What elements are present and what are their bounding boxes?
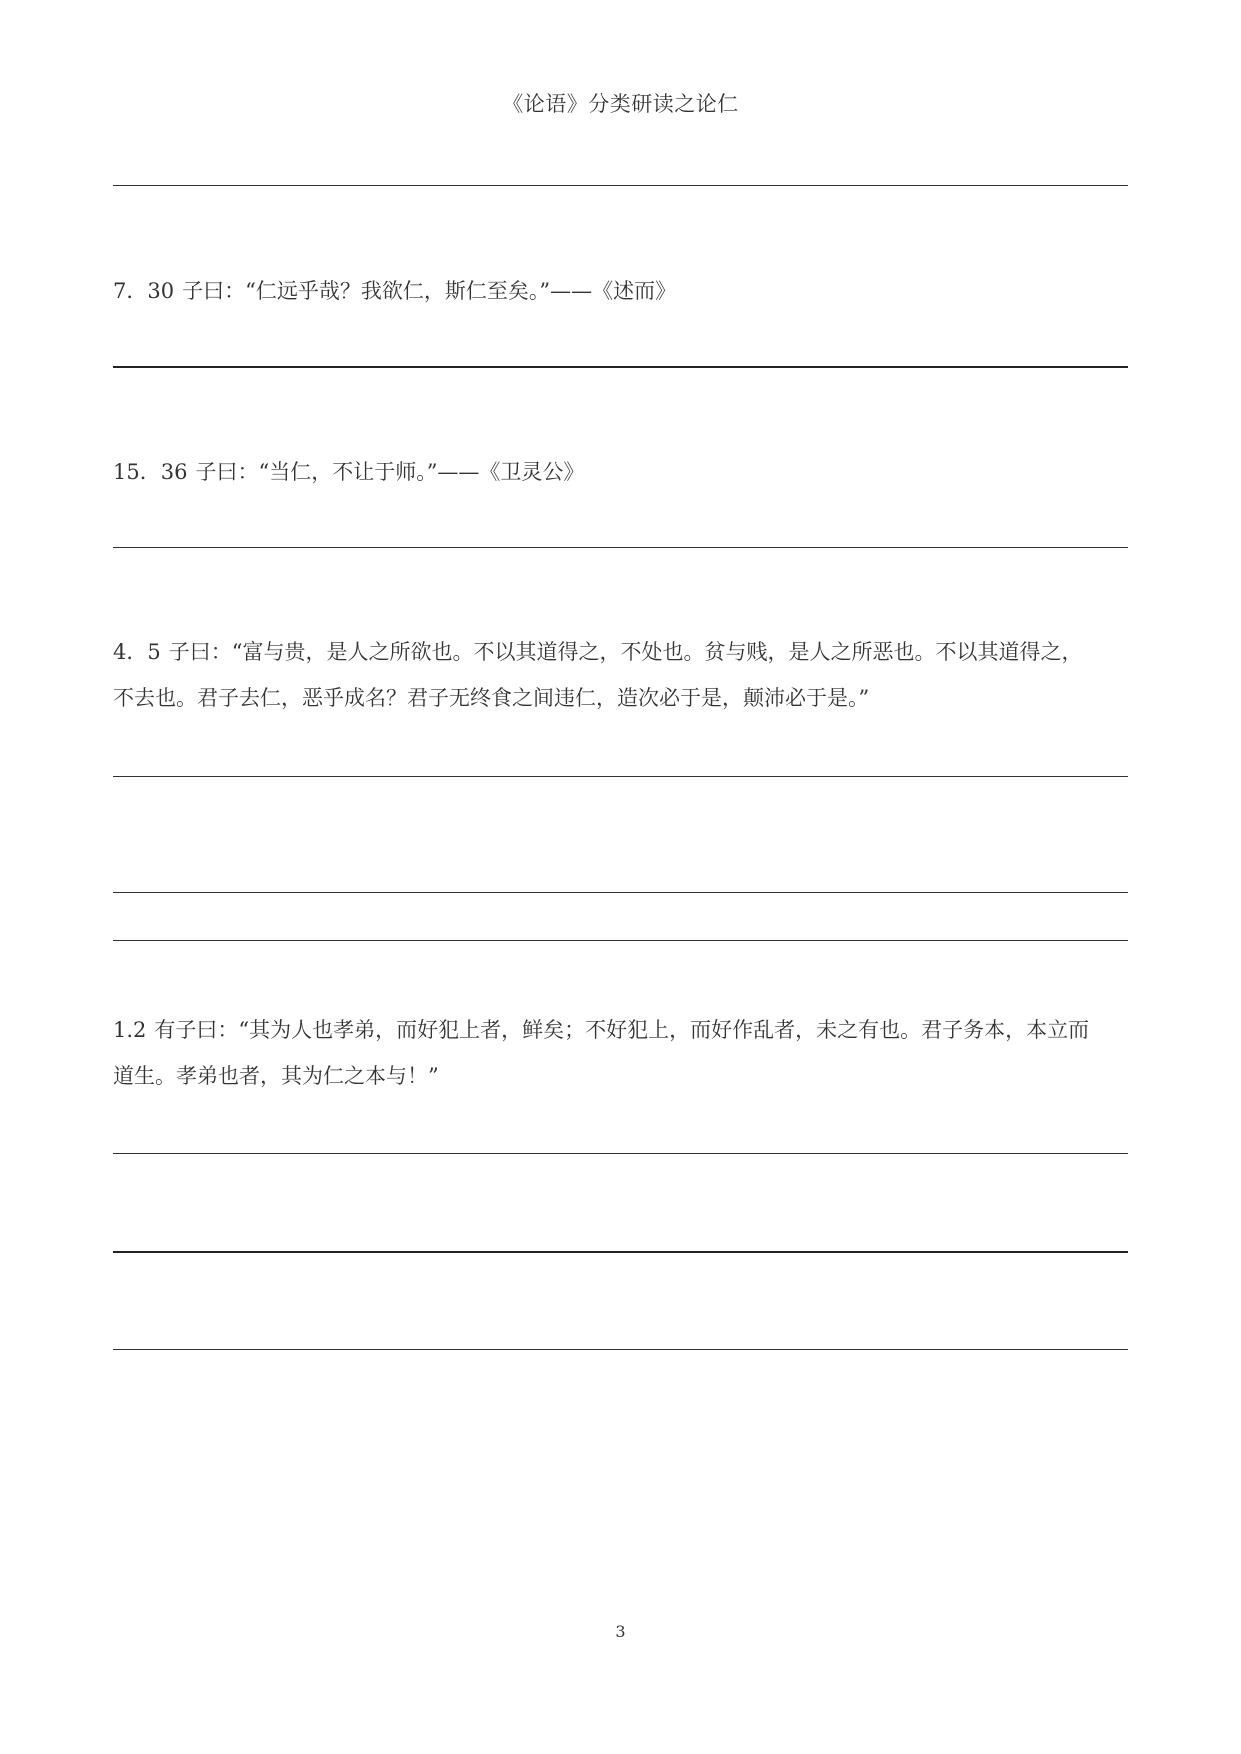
answer-line — [113, 1251, 1128, 1253]
passage-line: 道生。孝弟也者，其为仁之本与！” — [113, 1064, 439, 1088]
answer-line — [113, 892, 1128, 893]
passage-1-2 — [113, 1007, 1138, 1099]
passage-text: 有子曰：“其为人也孝弟，而好犯上者，鲜矣；不好犯上，而好作乱者，未之有也。君子务本，本立而 — [154, 1018, 1090, 1042]
passage-line — [113, 629, 1138, 675]
passage-text: 子曰：“仁远乎哉？我欲仁，斯仁至矣。”——《述而》 — [182, 279, 677, 303]
answer-line — [113, 776, 1128, 777]
passage-4-5 — [113, 629, 1138, 721]
passage-ref: 1.2 — [113, 1018, 147, 1042]
passage-ref: 4．5 — [113, 640, 161, 664]
page-title: 《论语》分类研读之论仁 — [502, 92, 739, 116]
passage-line — [113, 1007, 1138, 1053]
answer-line — [113, 1153, 1128, 1154]
passage-7-30 — [113, 268, 1138, 314]
passage-text: 子曰：“当仁，不让于师。”——《卫灵公》 — [195, 460, 585, 484]
passage-ref: 7．30 — [113, 279, 175, 303]
passage-ref: 15．36 — [113, 460, 188, 484]
answer-line — [113, 1349, 1128, 1350]
passage-15-36 — [113, 449, 1138, 495]
answer-line — [113, 366, 1128, 368]
passage-text: 子曰：“富与贵，是人之所欲也。不以其道得之，不处也。贫与贱，是人之所恶也。不以其道得之， — [168, 640, 1083, 664]
passage-line: 不去也。君子去仁，恶乎成名？君子无终食之间违仁，造次必于是，颠沛必于是。” — [113, 686, 870, 710]
page-number: 3 — [615, 1622, 626, 1641]
answer-line — [113, 547, 1128, 548]
answer-line — [113, 940, 1128, 941]
answer-line — [113, 185, 1128, 186]
